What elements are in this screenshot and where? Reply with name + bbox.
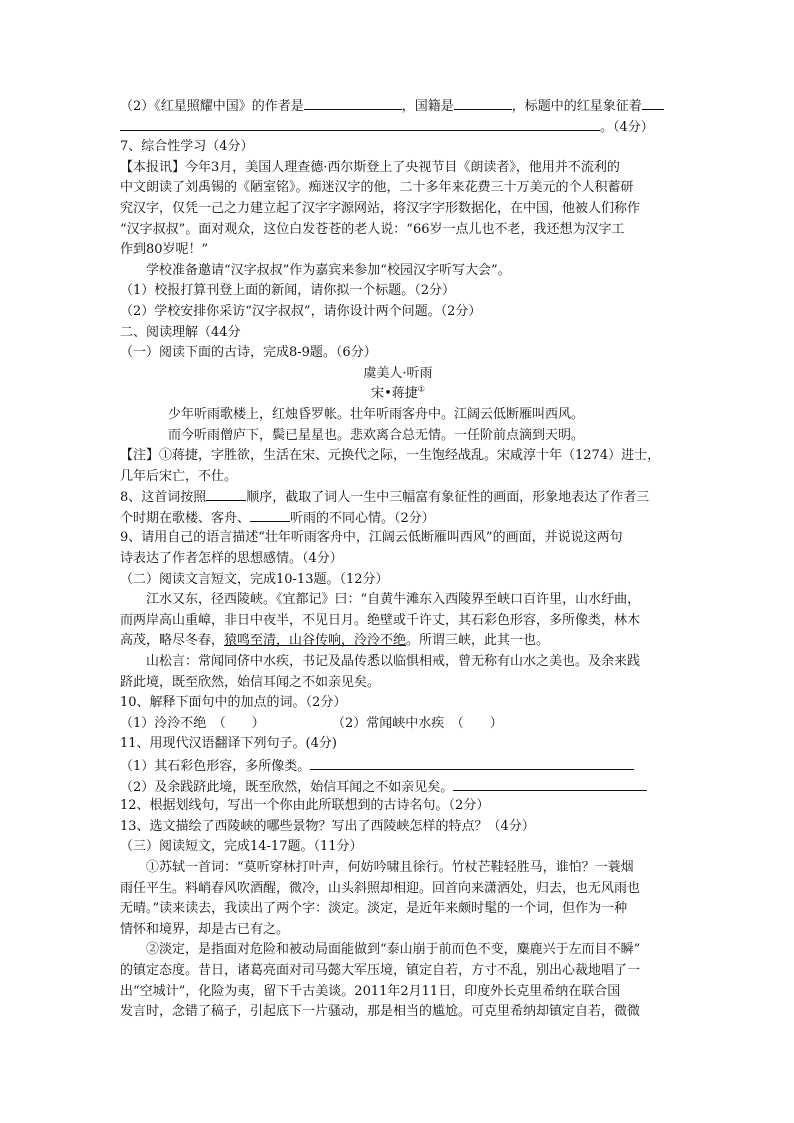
q8-line2 <box>120 508 676 529</box>
exam-page <box>120 96 676 1023</box>
classical-text-line: 山松言：常闻同侪中水疾，书记及晶传悉以临惧相戒，曾无称有山水之美也。及余来践 <box>146 654 641 670</box>
q10-title: 10、解释下面句中的加点的词。（2分） <box>120 695 347 711</box>
classical-text-line: 而两岸高山重嶂，非日中夜半，不见日月。绝壁或千许丈，其石彩色形容，多所像类，林木 <box>120 612 641 628</box>
poem-author <box>120 384 676 405</box>
q9-line: 诗表达了作者怎样的思想感情。（4分） <box>120 551 343 567</box>
q6-2-line1 <box>120 96 676 117</box>
q6-2-line2 <box>120 117 676 138</box>
q11-text: （1）其石彩色形容，多所像类。 <box>120 759 311 774</box>
essay-line: 雨任平生。料峭春风吹酒醒，微冷，山头斜照却相迎。回首向来潇洒处，归去，也无风雨也 <box>120 880 641 896</box>
q7-title: 7、综合性学习（4分） <box>120 139 254 155</box>
answer-blank[interactable] <box>454 96 512 110</box>
q7-para-line: 作到80岁呢！” <box>120 242 209 258</box>
classical-text-plain: 。所谓三峡，此其一也。 <box>406 633 550 649</box>
q11-text: （2）及余践跻此境，既至欣然，始信耳闻之不如亲见矣。 <box>120 779 454 795</box>
answer-blank[interactable] <box>206 487 246 501</box>
q7-para-line: 【本报讯】今年3月，美国人理查德·西尔斯登上了央视节目《朗读者》，他用并不流利的 <box>120 159 620 175</box>
answer-blank[interactable] <box>642 96 664 110</box>
classical-text-line <box>120 631 676 652</box>
q8-text-c: 个时期在歌楼、客舟、 <box>120 510 251 526</box>
q11-item <box>120 776 676 797</box>
q11-item <box>120 755 676 776</box>
q6-2-text-c: ，标题中的红星象征着 <box>511 99 642 114</box>
sec3-title: （三）阅读短文，完成14-17题。（11分） <box>120 839 363 855</box>
q7-sub2: （2）学校安排你采访“汉字叔叔”，请你设计两个问题。（2分） <box>120 303 482 319</box>
q8-text-a: 8、这首词按照 <box>120 490 207 506</box>
classical-text-line: 跻此境，既至欣然，始信耳闻之不如亲见矣。 <box>120 674 381 690</box>
q7-sub1: （1）校报打算刊登上面的新闻，请你拟一个标题。（2分） <box>120 283 456 299</box>
answer-blank[interactable] <box>453 776 647 791</box>
essay-line: 出“空城计”，化险为夷，留下千古美谈。2011年2月11日，印度外长克里希纳在联合国 <box>120 983 621 999</box>
essay-line: 情怀和境界，却是古已有之。 <box>120 921 290 937</box>
underlined-sentence: 猿鸣至清，山谷传响，泠泠不绝 <box>224 633 407 649</box>
poem-title: 虞美人·听雨 <box>363 365 433 381</box>
poem-note: 几年后宋亡，不仕。 <box>120 468 238 484</box>
q11-title: 11、用现代汉语翻译下列句子。(4分) <box>120 736 337 752</box>
q8-text-d: 听雨的不同心情。（2分） <box>290 510 435 526</box>
classical-text-plain: 高茂，略尽冬春， <box>120 633 225 649</box>
q10-item: （1）泠泠不绝 （ ） <box>120 715 265 731</box>
poem-line: 少年听雨歌楼上，红烛昏罗帐。壮年听雨客舟中。江阔云低断雁叫西风。 <box>168 406 585 422</box>
essay-line: ②淡定，是指面对危险和被动局面能做到“泰山崩于前而色不变，麋鹿兴于左而目不瞬” <box>146 942 641 958</box>
essay-line: 的镇定态度。昔日，诸葛亮面对司马懿大军压境，镇定自若，方寸不乱，别出心裁地唱了一 <box>120 962 641 978</box>
poem-author-name: 宋•蒋捷 <box>371 386 418 402</box>
sec2-title: （二）阅读文言短文，完成10-13题。（12分） <box>120 571 389 587</box>
q6-2-text-b: ，国籍是 <box>401 99 454 114</box>
essay-line: 无晴。”读来读去，我读出了两个字：淡定。淡定，是近年来颇时髦的一个词，但作为一种 <box>120 901 628 917</box>
classical-text-line: 江水又东，径西陵峡。《宜都记》曰：“自黄牛滩东入西陵界至峡口百许里，山水纡曲， <box>146 592 641 608</box>
part2-title: 二、阅读理解（44分 <box>120 324 241 340</box>
q10-items <box>120 714 676 735</box>
sec1-title: （一）阅读下面的古诗，完成8-9题。（6分） <box>120 345 377 361</box>
answer-blank[interactable] <box>120 117 600 131</box>
answer-blank[interactable] <box>250 508 290 522</box>
poem-note: 【注】①蒋捷，字胜欲，生活在宋、元换代之际，一生饱经战乱。宋咸淳十年（1274）进士， <box>120 448 661 464</box>
essay-line: 发言时，念错了稿子，引起底下一片骚动，那是相当的尴尬。可克里希纳却镇定自若，微微 <box>120 1004 641 1020</box>
q7-para-line: 究汉字，仅凭一己之力建立起了汉字字源网站，将汉字字形数据化，在中国，他被人们称作 <box>120 200 641 216</box>
q13: 13、选文描绘了西陵峡的哪些景物？写出了西陵峡怎样的特点？（4分） <box>120 818 535 834</box>
q9-line: 9、请用自己的语言描述“壮年听雨客舟中，江阔云低断雁叫西风”的画面，并说说这两句 <box>120 530 623 546</box>
answer-blank[interactable] <box>304 96 402 110</box>
poem-line: 而今听雨僧庐下，鬓已星星也。悲欢离合总无情。一任阶前点滴到天明。 <box>168 427 585 443</box>
q6-2-end: 。（4分） <box>600 119 654 135</box>
answer-blank[interactable] <box>310 755 634 770</box>
q6-2-text-a: （2）《红星照耀中国》的作者是 <box>120 99 304 114</box>
q10-item: （2）常闻峡中水疾 （ ） <box>332 715 503 731</box>
q7-para-line: 中文朗读了刘禹锡的《陋室铭》。痴迷汉字的他，二十多年来花费三十万美元的个人积蓄研 <box>120 180 634 196</box>
footnote-mark: ① <box>417 384 425 394</box>
essay-line: ①苏轼一首词：“莫听穿林打叶声，何妨吟啸且徐行。竹杖芒鞋轻胜马，谁怕？一蓑烟 <box>146 859 634 875</box>
q7-para-line: “汉字叔叔”。面对观众，这位白发苍苍的老人说：“66岁一点儿也不老，我还想为汉字工 <box>120 221 625 237</box>
q8-text-b: 顺序，截取了词人一生中三幅富有象征性的画面，形象地表达了作者三 <box>246 490 650 506</box>
q12: 12、根据划线句，写出一个你由此所联想到的古诗名句。（2分） <box>120 798 490 814</box>
q7-para-line: 学校准备邀请“汉字叔叔”作为嘉宾来参加“校园汉字听写大会”。 <box>146 262 511 278</box>
q8-line1 <box>120 487 676 508</box>
